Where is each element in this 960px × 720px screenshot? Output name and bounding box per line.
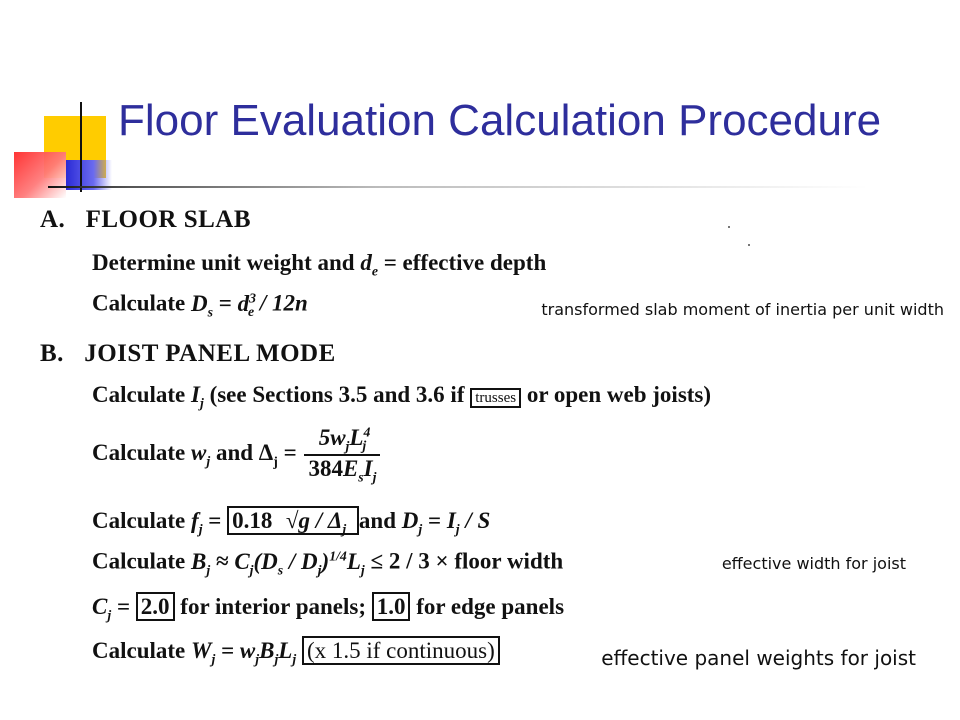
step-a2-d: d (237, 290, 250, 316)
step-b2-w: w (191, 440, 207, 466)
step-b4-C-sub: j (249, 562, 254, 578)
decor-red-square (14, 152, 66, 198)
step-a1-var: d (360, 250, 372, 275)
decor-vertical-line (80, 102, 82, 192)
step-b4-slash: / D (288, 548, 318, 574)
deflection-denominator (304, 456, 380, 486)
den-I: I (363, 456, 373, 482)
section-a-heading (40, 206, 251, 234)
num-L-sub: j (362, 438, 367, 454)
step-b4-L-sub: j (360, 562, 365, 578)
den-E: E (342, 456, 359, 482)
step-b1-suffix: or open web joists) (526, 382, 712, 407)
step-b6-w: w (239, 638, 256, 663)
step-b5-suffix: for edge panels (416, 594, 565, 619)
edge-coef-box: 1.0 (372, 592, 411, 621)
page-title: Floor Evaluation Calculation Procedure (118, 96, 882, 145)
step-a1-sub: e (371, 263, 378, 279)
step-b1-middle: (see Sections 3.5 and 3.6 if (209, 382, 465, 407)
step-b6 (92, 638, 500, 668)
step-a1 (92, 250, 546, 280)
step-b1-prefix: Calculate (92, 382, 186, 407)
step-a2-eq: = (218, 290, 232, 316)
title-underline (48, 186, 868, 188)
sqrt-term: $√g / \Delta_j$ (285, 508, 347, 537)
step-b4-rest: ≤ 2 / 3 × floor width (370, 548, 564, 574)
step-a2 (92, 290, 308, 320)
step-b4-B-sub: j (206, 562, 211, 578)
trusses-box: trusses (470, 388, 521, 408)
step-b4-Ds-sub: s (277, 562, 284, 578)
step-b6-B: B (259, 638, 275, 663)
step-b3-and: and (358, 508, 397, 533)
step-b3-sub: j (198, 521, 203, 537)
step-b4-B: B (191, 548, 207, 574)
num-w-sub: j (345, 438, 350, 454)
step-b2-and: and (215, 440, 254, 466)
step-b4-C: C (234, 548, 250, 574)
radicand: g / Δ (298, 508, 343, 533)
step-b2-eq: = (283, 440, 297, 466)
section-a-label: A. (40, 206, 66, 233)
section-b-label: B. (40, 340, 64, 367)
step-b3-D-sub: j (418, 521, 423, 537)
step-b4-paren-close: ) (321, 548, 330, 574)
step-b3-D: D (401, 508, 419, 533)
step-b2-w-sub: j (206, 453, 211, 469)
scan-speck (748, 244, 750, 246)
step-b3-I: I (446, 508, 456, 533)
step-b6-W: W (191, 638, 212, 663)
step-b2-prefix: Calculate (92, 440, 186, 466)
section-a-title: FLOOR SLAB (85, 206, 252, 233)
note-slab-inertia: transformed slab moment of inertia per unit width (541, 300, 944, 319)
step-b4 (92, 548, 563, 578)
step-b6-prefix: Calculate (92, 638, 186, 663)
deflection-numerator (304, 424, 380, 456)
step-b4-prefix: Calculate (92, 548, 186, 574)
step-b1-sub: j (199, 395, 204, 411)
step-a1-prefix: Determine unit weight and (92, 250, 355, 275)
note-effective-width: effective width for joist (721, 554, 906, 573)
den-384: 384 (308, 456, 343, 482)
step-b4-L: L (346, 548, 361, 574)
step-b5-C: C (92, 594, 108, 619)
freq-coef: 0.18 (232, 508, 273, 533)
note-panel-weights: effective panel weights for joist (601, 646, 916, 670)
frequency-box (227, 506, 359, 535)
step-a2-prefix: Calculate (92, 290, 186, 316)
continuous-factor-box: (x 1.5 if continuous) (302, 636, 500, 665)
step-b2 (92, 424, 382, 486)
num-L-sup: 4 (363, 424, 371, 439)
step-b1 (92, 382, 711, 412)
step-b5-mid: for interior panels; (180, 594, 366, 619)
step-b5-eq: = (116, 594, 131, 619)
step-a2-lhs: D (191, 290, 208, 316)
step-a2-d-sub: e (248, 304, 255, 320)
scan-speck (728, 226, 730, 228)
step-a2-rest: / 12n (259, 290, 308, 316)
step-b3-var: f (191, 508, 199, 533)
step-a2-d-sup: 3 (249, 290, 257, 305)
step-b3-rest: / S (465, 508, 491, 533)
step-b4-exp: 1/4 (329, 548, 347, 563)
section-b-title: JOIST PANEL MODE (84, 340, 336, 367)
num-L: L (349, 424, 364, 450)
step-b1-var: I (191, 382, 200, 407)
step-b4-approx: ≈ (215, 548, 229, 574)
step-b5 (92, 594, 564, 624)
step-b6-B-sub: j (274, 651, 279, 667)
interior-coef-box: 2.0 (136, 592, 175, 621)
procedure-block (38, 202, 712, 680)
step-b2-delta-sub: j (273, 453, 278, 469)
step-b3-I-sub: j (455, 521, 460, 537)
step-b4-paren-open: (D (253, 548, 278, 574)
step-a1-suffix: = effective depth (383, 250, 547, 275)
step-a2-lhs-sub: s (207, 304, 214, 320)
step-b6-w-sub: j (255, 651, 260, 667)
step-b2-delta: Δ (258, 440, 274, 466)
section-b-heading (40, 340, 336, 368)
step-b5-C-sub: j (107, 607, 112, 623)
step-b6-W-sub: j (211, 651, 216, 667)
step-b3-eq2: = (427, 508, 442, 533)
step-b6-L-sub: j (292, 651, 297, 667)
step-b6-L: L (278, 638, 293, 663)
deflection-fraction (304, 424, 380, 486)
step-b3 (92, 506, 490, 538)
step-b4-Dj-sub: j (317, 562, 322, 578)
step-b3-eq: = (208, 508, 222, 533)
den-I-sub: j (372, 469, 377, 485)
step-b3-prefix: Calculate (92, 508, 186, 533)
num-5w: 5w (318, 424, 346, 450)
den-E-sub: s (358, 469, 364, 485)
step-b6-eq: = (221, 638, 235, 663)
radicand-sub: j (342, 521, 347, 537)
